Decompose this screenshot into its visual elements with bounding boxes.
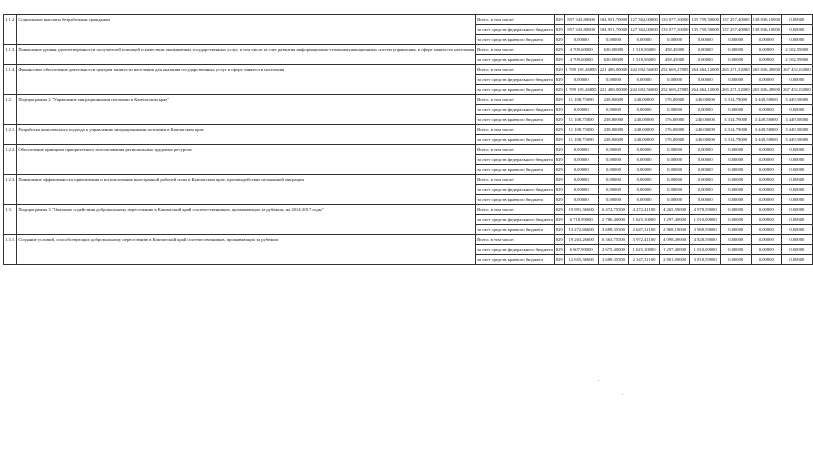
table-row: [4, 175, 813, 185]
amount-cell: 4 709,60000: [564, 45, 598, 55]
amount-cell: 3 314,79000: [720, 135, 751, 145]
item-name-cell: Создание условий, способствующих добровольному переселению в Камчатский край соотечественников, проживающих за рубежом: [17, 235, 476, 265]
funding-source-cell: за счет средств краевого бюджета: [476, 195, 555, 205]
amount-cell: 240,00000: [629, 95, 660, 105]
amount-cell: 0,00000: [659, 165, 690, 175]
item-code-cell: 1.1.3.: [4, 45, 17, 65]
amount-cell: 0,00000: [782, 75, 813, 85]
amount-cell: 3 449,58000: [751, 125, 782, 135]
amount-cell: 176,00000: [659, 115, 690, 125]
amount-cell: 1 518,56000: [629, 45, 660, 55]
amount-cell: 0,00000: [690, 175, 721, 185]
amount-cell: 0,00000: [629, 175, 660, 185]
admin-code-cell: 829: [554, 125, 564, 135]
amount-cell: 238,80000: [598, 125, 629, 135]
amount-cell: 0,00000: [629, 165, 660, 175]
amount-cell: 242 692,56000: [629, 65, 660, 75]
amount-cell: 135 759,50000: [690, 25, 721, 35]
amount-cell: 4 272,41100: [629, 205, 660, 215]
table-row: [4, 205, 813, 215]
amount-cell: 176,00000: [659, 95, 690, 105]
amount-cell: 0,00000: [751, 35, 782, 45]
amount-cell: 0,00000: [782, 245, 813, 255]
amount-cell: 0,00000: [659, 75, 690, 85]
amount-cell: 1 625,10000: [629, 245, 660, 255]
amount-cell: 2 102,59000: [782, 45, 813, 55]
admin-code-cell: 829: [554, 35, 564, 45]
amount-cell: 0,00000: [598, 145, 629, 155]
amount-cell: 0,00000: [751, 185, 782, 195]
scan-speck: [622, 394, 623, 395]
amount-cell: 127 362,00000: [629, 15, 660, 25]
amount-cell: 0,00000: [782, 25, 813, 35]
amount-cell: 0,00000: [690, 35, 721, 45]
amount-cell: 0,00000: [782, 185, 813, 195]
amount-cell: 221 486,00000: [598, 65, 629, 75]
amount-cell: 0,00000: [629, 155, 660, 165]
amount-cell: 4 265,59000: [659, 205, 690, 215]
amount-cell: 135 759,50000: [690, 15, 721, 25]
amount-cell: 0,00000: [751, 225, 782, 235]
funding-source-cell: за счет средств краевого бюджета: [476, 85, 555, 95]
amount-cell: 0,00000: [564, 145, 598, 155]
amount-cell: 265 271,52000: [720, 85, 751, 95]
amount-cell: 0,00000: [751, 205, 782, 215]
amount-cell: 267 451,02000: [782, 65, 813, 75]
table-row: [4, 95, 813, 105]
amount-cell: 1 297,40000: [659, 245, 690, 255]
amount-cell: 458,45000: [659, 45, 690, 55]
funding-source-cell: за счет средств федерального бюджета: [476, 215, 555, 225]
amount-cell: 0,00000: [720, 155, 751, 165]
amount-cell: 3 968,59000: [690, 225, 721, 235]
amount-cell: 0,00000: [659, 195, 690, 205]
amount-cell: 0,00000: [598, 35, 629, 45]
amount-cell: 1 625,10000: [629, 215, 660, 225]
amount-cell: 2 786,40000: [598, 215, 629, 225]
amount-cell: 0,00000: [782, 105, 813, 115]
amount-cell: 240,00000: [690, 115, 721, 125]
funding-source-cell: за счет средств краевого бюджета: [476, 135, 555, 145]
amount-cell: 3 972,41100: [629, 235, 660, 245]
budget-table: [3, 14, 813, 265]
amount-cell: 0,00000: [690, 195, 721, 205]
amount-cell: 0,00000: [629, 105, 660, 115]
amount-cell: 0,00000: [782, 165, 813, 175]
amount-cell: 0,00000: [659, 105, 690, 115]
item-name-cell: Финансовое обеспечение деятельности центров занятости населения для оказания государственных услуг в сфере занятости населения: [17, 65, 476, 95]
amount-cell: 1 789 181,46885: [564, 85, 598, 95]
funding-source-cell: за счет средств краевого бюджета: [476, 55, 555, 65]
amount-cell: 0,00000: [598, 185, 629, 195]
table-row: [4, 235, 813, 245]
amount-cell: 6 474,75500: [598, 205, 629, 215]
amount-cell: 0,00000: [659, 145, 690, 155]
amount-cell: 0,00000: [598, 105, 629, 115]
amount-cell: 240,00000: [629, 125, 660, 135]
amount-cell: 242 692,56000: [629, 85, 660, 95]
item-code-cell: 1.3.: [4, 205, 17, 235]
amount-cell: 0,00000: [720, 235, 751, 245]
amount-cell: 0,00000: [720, 195, 751, 205]
amount-cell: 0,00000: [720, 75, 751, 85]
amount-cell: 0,00000: [720, 45, 751, 55]
amount-cell: 1 789 181,46885: [564, 65, 598, 75]
amount-cell: 11 108,75000: [564, 95, 598, 105]
amount-cell: 0,00000: [598, 155, 629, 165]
amount-cell: 2 647,31100: [629, 225, 660, 235]
item-code-cell: 1.2.1.: [4, 125, 17, 145]
funding-source-cell: за счет средств краевого бюджета: [476, 35, 555, 45]
item-name-cell: Подпрограмма 3 "Оказание содействия добровольному переселению в Камчатский край соотечественников, проживающих за рубежом, на 2014-2017 годы": [17, 205, 476, 235]
admin-code-cell: 829: [554, 115, 564, 125]
amount-cell: 6 607,90000: [564, 245, 598, 255]
amount-cell: 238,80000: [598, 115, 629, 125]
item-name-cell: Повышение эффективности привлечения и использования иностранной рабочей силы в Камчатском крае, противодействие незаконной миграции: [17, 175, 476, 205]
amount-cell: 3 314,79000: [720, 95, 751, 105]
amount-cell: 265 271,52000: [720, 65, 751, 75]
admin-code-cell: 829: [554, 255, 564, 265]
funding-source-cell: Всего, в том числе:: [476, 95, 555, 105]
amount-cell: 184 951,70000: [598, 25, 629, 35]
admin-code-cell: 829: [554, 235, 564, 245]
amount-cell: 133 077,10000: [659, 25, 690, 35]
amount-cell: 0,00000: [751, 105, 782, 115]
funding-source-cell: Всего, в том числе:: [476, 175, 555, 185]
table-row: [4, 125, 813, 135]
amount-cell: 0,00000: [564, 195, 598, 205]
amount-cell: 0,00000: [751, 75, 782, 85]
amount-cell: 176,00000: [659, 125, 690, 135]
amount-cell: 0,00000: [720, 245, 751, 255]
amount-cell: 0,00000: [782, 205, 813, 215]
amount-cell: 4 828,59000: [690, 235, 721, 245]
admin-code-cell: 829: [554, 75, 564, 85]
item-code-cell: 1.2.2.: [4, 145, 17, 175]
amount-cell: 264 464,12000: [690, 85, 721, 95]
funding-source-cell: за счет средств краевого бюджета: [476, 115, 555, 125]
admin-code-cell: 829: [554, 135, 564, 145]
amount-cell: 3 449,58000: [782, 135, 813, 145]
amount-cell: 265 826,49000: [751, 65, 782, 75]
amount-cell: 11 108,75000: [564, 125, 598, 135]
amount-cell: 0,00000: [751, 215, 782, 225]
amount-cell: 4 709,60000: [564, 55, 598, 65]
amount-cell: 19 263,26600: [564, 235, 598, 245]
amount-cell: 11 108,75000: [564, 115, 598, 125]
amount-cell: 238,80000: [598, 135, 629, 145]
amount-cell: 3 314,79000: [720, 125, 751, 135]
amount-cell: 0,00000: [751, 245, 782, 255]
amount-cell: 19 991,36600: [564, 205, 598, 215]
item-code-cell: 1.2.3.: [4, 175, 17, 205]
table-row: [4, 65, 813, 75]
funding-source-cell: за счет средств федерального бюджета: [476, 105, 555, 115]
amount-cell: 4 098,49000: [659, 235, 690, 245]
amount-cell: 1 010,00000: [690, 215, 721, 225]
amount-cell: 0,00000: [720, 205, 751, 215]
amount-cell: 0,00000: [782, 225, 813, 235]
amount-cell: 252 669,27885: [659, 65, 690, 75]
amount-cell: 2 675,40000: [598, 245, 629, 255]
admin-code-cell: 829: [554, 175, 564, 185]
amount-cell: 0,00000: [782, 175, 813, 185]
amount-cell: 0,00000: [782, 15, 813, 25]
amount-cell: 0,00000: [659, 175, 690, 185]
amount-cell: 0,00000: [629, 35, 660, 45]
admin-code-cell: 829: [554, 215, 564, 225]
amount-cell: 3 449,58000: [782, 95, 813, 105]
amount-cell: 240,00000: [690, 95, 721, 105]
amount-cell: 1 010,00000: [690, 245, 721, 255]
amount-cell: 238,80000: [598, 95, 629, 105]
amount-cell: 3 449,58000: [782, 115, 813, 125]
amount-cell: 0,00000: [720, 55, 751, 65]
funding-source-cell: Всего, в том числе:: [476, 125, 555, 135]
amount-cell: 0,00000: [629, 75, 660, 85]
amount-cell: 6 363,75500: [598, 235, 629, 245]
item-code-cell: 1.3.1.: [4, 235, 17, 265]
amount-cell: 127 362,00000: [629, 25, 660, 35]
amount-cell: 0,00000: [690, 155, 721, 165]
amount-cell: 0,00000: [598, 165, 629, 175]
funding-source-cell: за счет средств федерального бюджета: [476, 75, 555, 85]
amount-cell: 0,00000: [720, 215, 751, 225]
amount-cell: 3 449,58000: [782, 125, 813, 135]
amount-cell: 240,00000: [629, 135, 660, 145]
amount-cell: 13 272,86600: [564, 225, 598, 235]
amount-cell: 0,00000: [782, 255, 813, 265]
amount-cell: 0,00000: [564, 175, 598, 185]
amount-cell: 0,00000: [751, 175, 782, 185]
admin-code-cell: 829: [554, 25, 564, 35]
amount-cell: 240,00000: [629, 115, 660, 125]
amount-cell: 0,00000: [720, 165, 751, 175]
amount-cell: 0,00000: [720, 175, 751, 185]
amount-cell: 1 518,56000: [629, 55, 660, 65]
amount-cell: 3 688,35500: [598, 255, 629, 265]
amount-cell: 133 077,10000: [659, 15, 690, 25]
amount-cell: 0,00000: [659, 185, 690, 195]
funding-source-cell: за счет средств федерального бюджета: [476, 25, 555, 35]
amount-cell: 264 464,12000: [690, 65, 721, 75]
amount-cell: 2 102,59000: [782, 55, 813, 65]
amount-cell: 0,00000: [751, 145, 782, 155]
item-name-cell: Обеспечение принципа приоритетного использования региональных трудовых ресурсов: [17, 145, 476, 175]
amount-cell: 0,00000: [690, 75, 721, 85]
amount-cell: 12 655,36600: [564, 255, 598, 265]
admin-code-cell: 829: [554, 155, 564, 165]
amount-cell: 0,00000: [659, 155, 690, 165]
amount-cell: 0,00000: [598, 75, 629, 85]
funding-source-cell: за счет средств федерального бюджета: [476, 185, 555, 195]
amount-cell: 0,00000: [720, 145, 751, 155]
amount-cell: 0,00000: [751, 55, 782, 65]
amount-cell: 1 297,40000: [659, 215, 690, 225]
amount-cell: 630,00000: [598, 55, 629, 65]
amount-cell: 0,00000: [751, 195, 782, 205]
funding-source-cell: за счет средств федерального бюджета: [476, 245, 555, 255]
amount-cell: 6 718,99000: [564, 215, 598, 225]
amount-cell: 0,00000: [720, 255, 751, 265]
table-row: [4, 15, 813, 25]
amount-cell: 138 836,10000: [751, 25, 782, 35]
amount-cell: 265 826,49000: [751, 85, 782, 95]
amount-cell: 2 968,19000: [659, 225, 690, 235]
amount-cell: 0,00000: [690, 55, 721, 65]
amount-cell: 137 257,40000: [720, 25, 751, 35]
item-code-cell: 1.2.: [4, 95, 17, 125]
amount-cell: 11 108,75000: [564, 135, 598, 145]
funding-source-cell: за счет средств краевого бюджета: [476, 225, 555, 235]
amount-cell: 0,00000: [690, 185, 721, 195]
amount-cell: 0,00000: [598, 175, 629, 185]
amount-cell: 2 347,31100: [629, 255, 660, 265]
amount-cell: 458,45000: [659, 55, 690, 65]
admin-code-cell: 829: [554, 195, 564, 205]
amount-cell: 184 951,70000: [598, 15, 629, 25]
funding-source-cell: за счет средств федерального бюджета: [476, 155, 555, 165]
admin-code-cell: 829: [554, 95, 564, 105]
amount-cell: 857 343,80000: [564, 15, 598, 25]
amount-cell: 0,00000: [659, 35, 690, 45]
amount-cell: 0,00000: [782, 195, 813, 205]
funding-source-cell: Всего, в том числе:: [476, 235, 555, 245]
amount-cell: 138 836,10000: [751, 15, 782, 25]
amount-cell: 0,00000: [751, 255, 782, 265]
amount-cell: 4 978,59000: [690, 205, 721, 215]
amount-cell: 0,00000: [720, 225, 751, 235]
admin-code-cell: 829: [554, 165, 564, 175]
amount-cell: 3 449,58000: [751, 95, 782, 105]
admin-code-cell: 829: [554, 205, 564, 215]
table-row: [4, 145, 813, 155]
amount-cell: 240,00000: [690, 125, 721, 135]
amount-cell: 0,00000: [720, 35, 751, 45]
amount-cell: 176,00000: [659, 135, 690, 145]
admin-code-cell: 829: [554, 105, 564, 115]
funding-source-cell: Всего, в том числе:: [476, 145, 555, 155]
amount-cell: 0,00000: [751, 45, 782, 55]
amount-cell: 3 449,58000: [751, 135, 782, 145]
amount-cell: 0,00000: [782, 35, 813, 45]
amount-cell: 0,00000: [751, 165, 782, 175]
funding-source-cell: за счет средств краевого бюджета: [476, 255, 555, 265]
amount-cell: 0,00000: [629, 195, 660, 205]
amount-cell: 0,00000: [598, 195, 629, 205]
admin-code-cell: 829: [554, 85, 564, 95]
amount-cell: 221 486,00000: [598, 85, 629, 95]
amount-cell: 630,00000: [598, 45, 629, 55]
amount-cell: 0,00000: [564, 35, 598, 45]
amount-cell: 0,00000: [629, 185, 660, 195]
item-code-cell: 1.1.2.: [4, 15, 17, 45]
admin-code-cell: 829: [554, 145, 564, 155]
item-name-cell: Социальные выплаты безработным гражданам: [17, 15, 476, 45]
amount-cell: 0,00000: [782, 145, 813, 155]
admin-code-cell: 829: [554, 15, 564, 25]
funding-source-cell: Всего, в том числе:: [476, 45, 555, 55]
amount-cell: 0,00000: [564, 75, 598, 85]
admin-code-cell: 829: [554, 225, 564, 235]
amount-cell: 0,00000: [720, 185, 751, 195]
amount-cell: 0,00000: [690, 145, 721, 155]
amount-cell: 3 688,35500: [598, 225, 629, 235]
funding-source-cell: Всего, в том числе:: [476, 205, 555, 215]
amount-cell: 0,00000: [690, 105, 721, 115]
amount-cell: 0,00000: [564, 165, 598, 175]
table-row: [4, 45, 813, 55]
admin-code-cell: 829: [554, 55, 564, 65]
funding-source-cell: Всего, в том числе:: [476, 15, 555, 25]
amount-cell: 0,00000: [720, 105, 751, 115]
amount-cell: 3 449,58000: [751, 115, 782, 125]
amount-cell: 240,00000: [690, 135, 721, 145]
amount-cell: 0,00000: [782, 235, 813, 245]
funding-source-cell: Всего, в том числе:: [476, 65, 555, 75]
amount-cell: 137 257,40000: [720, 15, 751, 25]
admin-code-cell: 829: [554, 185, 564, 195]
item-name-cell: Повышение уровня удовлетворенности получателей помощей и качеством оказываемых государственных услуг, в том числе за счет развития информационно-телекоммуникационных систем управления, в сфере занятости населения: [17, 45, 476, 65]
amount-cell: 0,00000: [690, 165, 721, 175]
amount-cell: 252 669,27885: [659, 85, 690, 95]
table-body: [4, 15, 813, 265]
admin-code-cell: 829: [554, 45, 564, 55]
scan-speck: [598, 380, 599, 381]
amount-cell: 2 801,09000: [659, 255, 690, 265]
amount-cell: 0,00000: [751, 155, 782, 165]
amount-cell: 0,00000: [782, 155, 813, 165]
amount-cell: 0,00000: [564, 155, 598, 165]
funding-source-cell: за счет средств краевого бюджета: [476, 165, 555, 175]
amount-cell: 0,00000: [782, 215, 813, 225]
amount-cell: 3 314,79000: [720, 115, 751, 125]
item-code-cell: 1.1.4.: [4, 65, 17, 95]
amount-cell: 0,00000: [690, 45, 721, 55]
amount-cell: 267 451,02000: [782, 85, 813, 95]
amount-cell: 3 818,59000: [690, 255, 721, 265]
admin-code-cell: 829: [554, 245, 564, 255]
item-name-cell: Разработка комплексного подхода к управлению миграционными потоками в Камчатском крае: [17, 125, 476, 145]
amount-cell: 0,00000: [629, 145, 660, 155]
amount-cell: 0,00000: [751, 235, 782, 245]
admin-code-cell: 829: [554, 65, 564, 75]
item-name-cell: Подпрограмма 2 "Управление миграционными потоками в Камчатском крае": [17, 95, 476, 125]
amount-cell: 0,00000: [564, 185, 598, 195]
amount-cell: 857 343,80000: [564, 25, 598, 35]
amount-cell: 0,00000: [564, 105, 598, 115]
